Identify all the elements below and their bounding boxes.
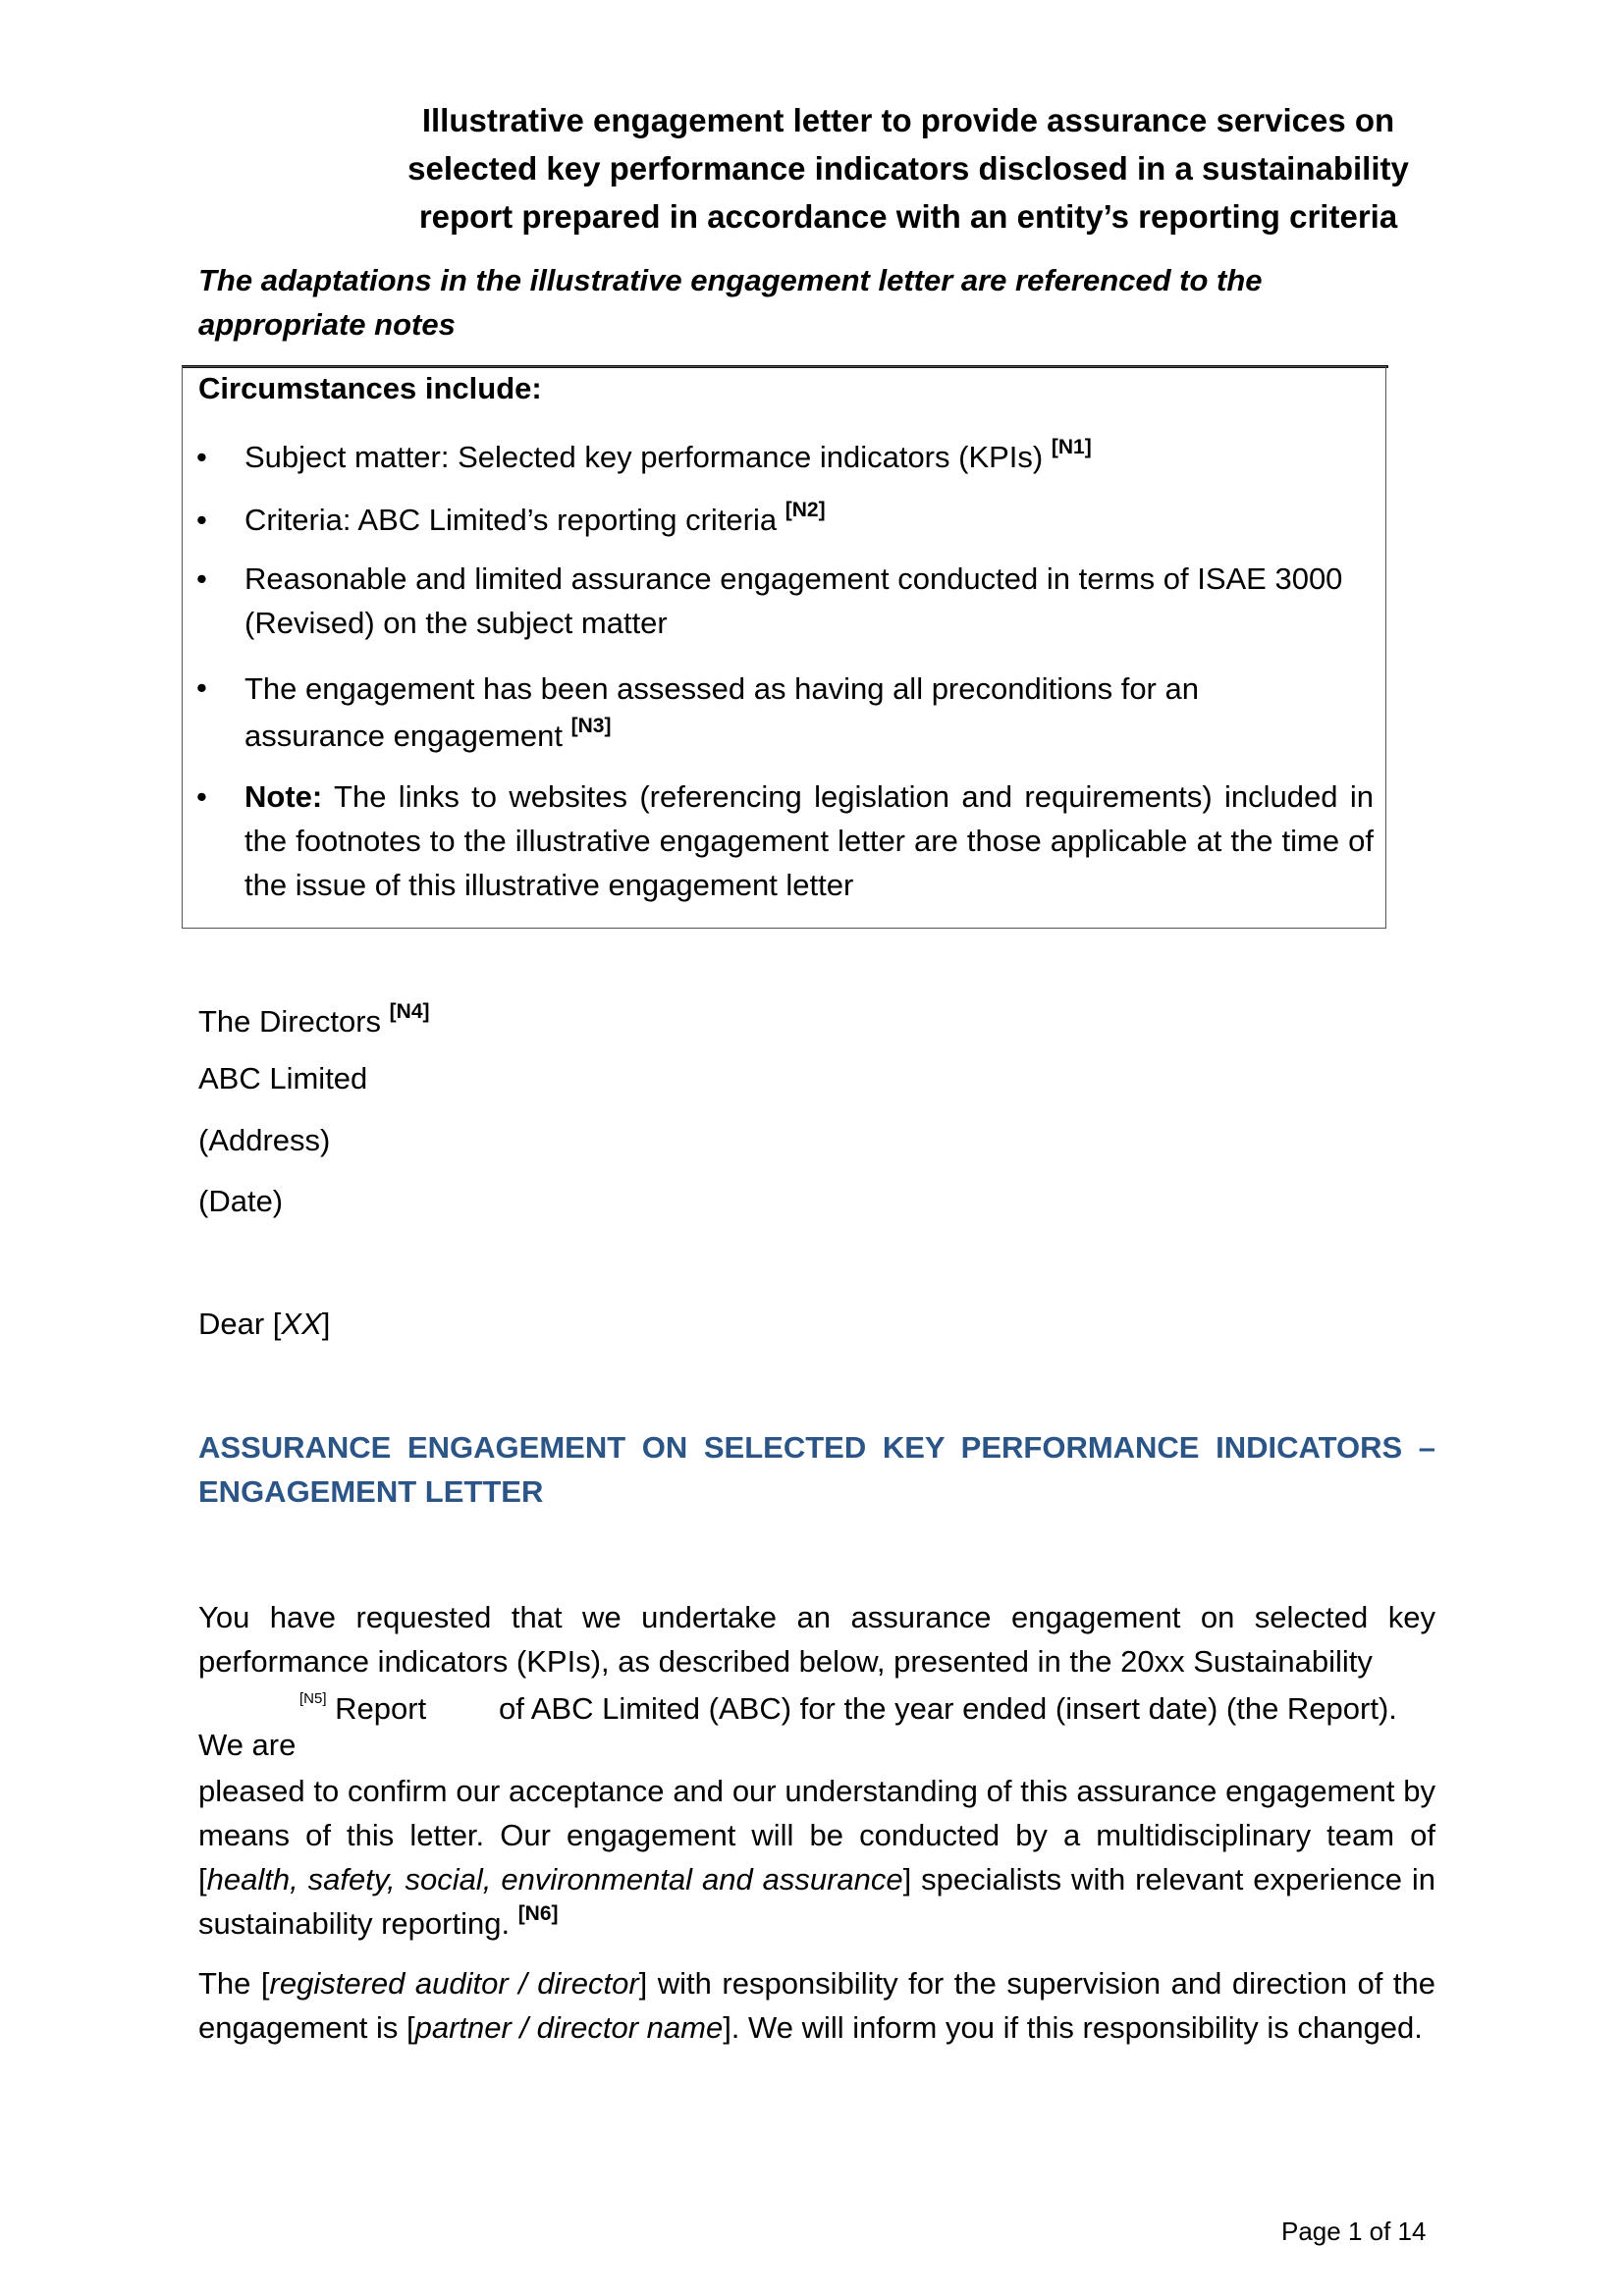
circumstance-item-criteria <box>244 498 1374 542</box>
salutation-name: XX <box>281 1307 322 1341</box>
paragraph2-text-3: ]. We will inform you if this responsibility is changed. <box>723 2010 1423 2045</box>
title-line-3: report prepared in accordance with an entity’s reporting criteria <box>418 198 1398 235</box>
paragraph2-text-2: ] with responsibility for the supervision and direction of the engagement is [ <box>198 1966 1435 2045</box>
bullet-glyph: • <box>196 561 207 596</box>
salutation-suffix: ] <box>321 1307 331 1341</box>
addressee <box>198 1001 430 1042</box>
date-line: (Date) <box>198 1184 284 1218</box>
note-ref-n5: [N5] <box>299 1690 327 1707</box>
salutation <box>198 1304 330 1345</box>
title-line-2: selected key performance indicators disclosed in a sustainability <box>407 150 1409 187</box>
note-ref-n1: [N1] <box>1051 436 1092 458</box>
paragraph1-line1: You have requested that we undertake an assurance engagement on selected key <box>198 1600 1435 1634</box>
paragraph1-line2: performance indicators (KPIs), as described below, presented in the 20xx Sustainability <box>198 1644 1373 1679</box>
circumstance-text: The links to websites (referencing legislation and requirements) included in the footnotes to the illustrative engagement letter are those applicable at the time of the issue of this illustrative engagement letter <box>244 779 1374 902</box>
note-ref-n2: [N2] <box>784 499 826 521</box>
note-label: Note: <box>244 779 323 814</box>
paragraph2-name: partner / director name <box>414 2010 724 2045</box>
circumstance-item-subject-matter <box>244 435 1374 479</box>
circumstance-item-assurance-type <box>244 557 1344 645</box>
circumstance-text: Subject matter: Selected key performance indicators (KPIs) <box>244 440 1044 474</box>
paragraph1-report-ref <box>299 1686 426 1731</box>
paragraph1-continuation <box>198 1769 1435 1946</box>
circumstances-heading: Circumstances include: <box>198 371 542 405</box>
address-line: (Address) <box>198 1123 331 1157</box>
paragraph2 <box>198 1961 1435 2050</box>
salutation-prefix: Dear [ <box>198 1307 282 1341</box>
paragraph1-text-b: ] specialists with relevant experience in sustainability reporting. <box>198 1862 1435 1941</box>
company-name: ABC Limited <box>198 1061 368 1095</box>
circumstance-item-preconditions <box>244 666 1344 760</box>
bullet-glyph: • <box>196 779 207 814</box>
paragraph2-role: registered auditor / director <box>269 1966 639 2001</box>
note-ref-n3: [N3] <box>570 715 612 737</box>
circumstance-item-note <box>244 774 1374 907</box>
circumstance-text: Criteria: ABC Limited’s reporting criteria <box>244 503 778 537</box>
bullet-glyph: • <box>196 670 207 705</box>
paragraph1-line3: of ABC Limited (ABC) for the year ended (insert date) (the Report). <box>499 1691 1397 1726</box>
note-ref-n6: [N6] <box>517 1902 559 1925</box>
report-word: Report <box>335 1691 427 1726</box>
paragraph1-we-are: We are <box>198 1728 297 1762</box>
paragraph1-specialists: health, safety, social, environmental and assurance <box>206 1862 903 1896</box>
title-line-1: Illustrative engagement letter to provide assurance services on <box>421 102 1395 138</box>
addressee-text: The Directors <box>198 1004 382 1039</box>
page-number: Page 1 of 14 <box>1281 2216 1427 2246</box>
adaptations-note: The adaptations in the illustrative engagement letter are referenced to the appropriate notes <box>198 263 1263 342</box>
paragraph1-text-a: pleased to confirm our acceptance and our understanding of this assurance engagement by means of this letter. Our engagement will be conducted by a multidisciplinary team of [ <box>198 1774 1435 1896</box>
section-heading: ASSURANCE ENGAGEMENT ON SELECTED KEY PERFORMANCE INDICATORS – ENGAGEMENT LETTER <box>198 1430 1435 1509</box>
bullet-glyph: • <box>196 440 207 474</box>
note-ref-n4: [N4] <box>389 1000 430 1023</box>
circumstance-text: The engagement has been assessed as having all preconditions for an assurance engagement <box>244 671 1199 753</box>
circumstance-text: Reasonable and limited assurance engagement conducted in terms of ISAE 3000 (Revised) on the subject matter <box>244 561 1343 640</box>
bullet-glyph: • <box>196 503 207 537</box>
paragraph2-text-1: The [ <box>198 1966 270 2001</box>
document-title <box>373 96 1443 240</box>
